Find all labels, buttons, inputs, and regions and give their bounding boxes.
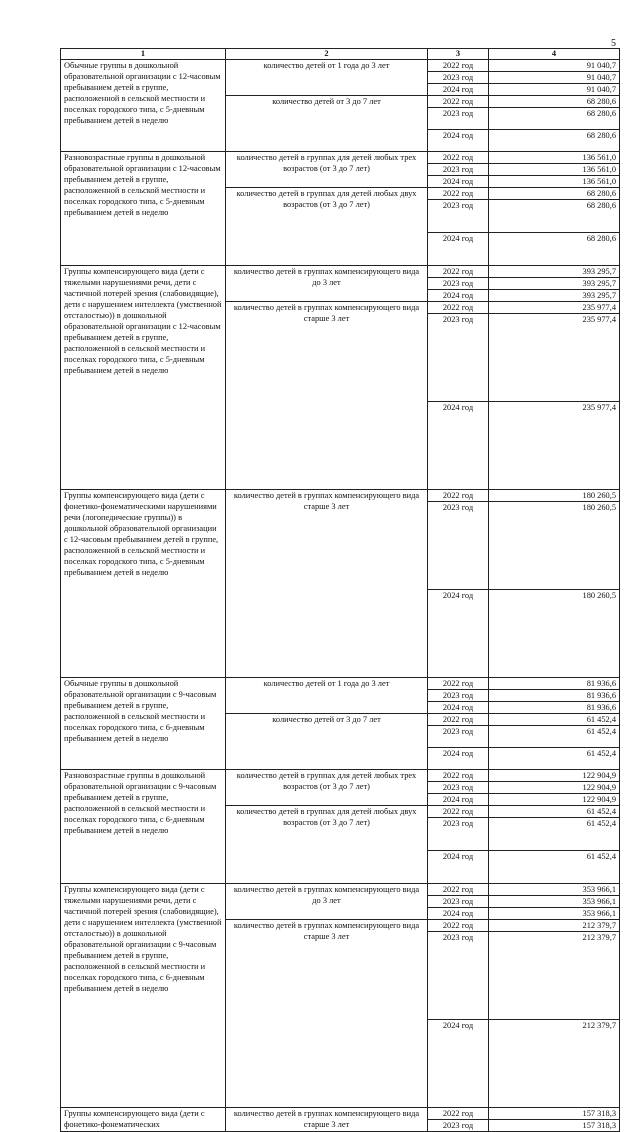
amount-cell: 61 452,4: [489, 806, 620, 818]
year-cell: 2024 год: [428, 590, 489, 678]
year-cell: 2022 год: [428, 188, 489, 200]
amount-cell: 136 561,0: [489, 152, 620, 164]
amount-cell: 212 379,7: [489, 920, 620, 932]
table-row: [61, 60, 620, 72]
year-cell: 2023 год: [428, 932, 489, 1020]
amount-cell: 68 280,6: [489, 96, 620, 108]
indicator-label: количество детей в группах для детей любых трех возрастов (от 3 до 7 лет): [226, 152, 428, 188]
amount-cell: 180 260,5: [489, 490, 620, 502]
amount-cell: 61 452,4: [489, 726, 620, 748]
year-cell: 2024 год: [428, 84, 489, 96]
year-cell: 2023 год: [428, 108, 489, 130]
indicator-label: количество детей в группах компенсирующего вида старше 3 лет: [226, 490, 428, 678]
year-cell: 2022 год: [428, 806, 489, 818]
amount-cell: 61 452,4: [489, 851, 620, 884]
year-cell: 2023 год: [428, 818, 489, 851]
year-cell: 2024 год: [428, 702, 489, 714]
year-cell: 2023 год: [428, 314, 489, 402]
indicator-label: количество детей от 1 года до 3 лет: [226, 678, 428, 714]
year-cell: 2024 год: [428, 851, 489, 884]
indicator-label: количество детей в группах компенсирующего вида старше 3 лет: [226, 1108, 428, 1132]
year-cell: 2023 год: [428, 278, 489, 290]
year-cell: 2024 год: [428, 130, 489, 152]
amount-cell: 68 280,6: [489, 108, 620, 130]
amount-cell: 157 318,3: [489, 1108, 620, 1120]
group-description: Обычные группы в дошкольной образовательной организации с 12-часовым пребыванием детей в группе, расположенной в сельской местности и поселках городского типа, с 5-дневным пребыванием детей в неделю: [61, 60, 226, 152]
amount-cell: 136 561,0: [489, 176, 620, 188]
year-cell: 2023 год: [428, 690, 489, 702]
amount-cell: 68 280,6: [489, 233, 620, 266]
year-cell: 2023 год: [428, 782, 489, 794]
amount-cell: 235 977,4: [489, 402, 620, 490]
year-cell: 2022 год: [428, 714, 489, 726]
indicator-label: количество детей от 3 до 7 лет: [226, 96, 428, 152]
amount-cell: 353 966,1: [489, 884, 620, 896]
year-cell: 2024 год: [428, 233, 489, 266]
indicator-label: количество детей в группах компенсирующего вида до 3 лет: [226, 266, 428, 302]
amount-cell: 393 295,7: [489, 278, 620, 290]
amount-cell: 212 379,7: [489, 1020, 620, 1108]
amount-cell: 81 936,6: [489, 702, 620, 714]
amount-cell: 68 280,6: [489, 130, 620, 152]
indicator-label: количество детей в группах компенсирующего вида до 3 лет: [226, 884, 428, 920]
indicator-label: количество детей в группах для детей любых двух возрастов (от 3 до 7 лет): [226, 806, 428, 884]
amount-cell: 61 452,4: [489, 714, 620, 726]
year-cell: 2024 год: [428, 176, 489, 188]
amount-cell: 122 904,9: [489, 794, 620, 806]
year-cell: 2022 год: [428, 770, 489, 782]
page-number: 5: [611, 38, 616, 49]
year-cell: 2023 год: [428, 726, 489, 748]
header-col-2: 2: [226, 49, 428, 60]
amount-cell: 61 452,4: [489, 748, 620, 770]
amount-cell: 353 966,1: [489, 896, 620, 908]
table-row: [61, 884, 620, 896]
header-col-3: 3: [428, 49, 489, 60]
amount-cell: 81 936,6: [489, 690, 620, 702]
year-cell: 2022 год: [428, 678, 489, 690]
year-cell: 2022 год: [428, 152, 489, 164]
table-row: [61, 266, 620, 278]
group-description: Разновозрастные группы в дошкольной образовательной организации с 9-часовым пребыванием детей в группе, расположенной в сельской местности и поселках городского типа, с 6-дневным пребыванием детей в неделю: [61, 770, 226, 884]
amount-cell: 180 260,5: [489, 502, 620, 590]
amount-cell: 157 318,3: [489, 1120, 620, 1132]
amount-cell: 180 260,5: [489, 590, 620, 678]
table-row: [61, 490, 620, 502]
group-description: Группы компенсирующего вида (дети с фонетико-фонематическими нарушениями речи (логопедические группы)) в дошкольной образовательной организации с 12-часовым пребыванием детей в группе, расположенной в сельской местности и поселках городского типа, с 5-дневным пребыванием детей в неделю: [61, 490, 226, 678]
year-cell: 2022 год: [428, 920, 489, 932]
amount-cell: 122 904,9: [489, 782, 620, 794]
year-cell: 2022 год: [428, 60, 489, 72]
amount-cell: 393 295,7: [489, 266, 620, 278]
indicator-label: количество детей от 3 до 7 лет: [226, 714, 428, 770]
year-cell: 2022 год: [428, 96, 489, 108]
year-cell: 2023 год: [428, 502, 489, 590]
year-cell: 2024 год: [428, 290, 489, 302]
table-row: [61, 770, 620, 782]
amount-cell: 91 040,7: [489, 60, 620, 72]
year-cell: 2023 год: [428, 1120, 489, 1132]
amount-cell: 212 379,7: [489, 932, 620, 1020]
group-description: Разновозрастные группы в дошкольной образовательной организации с 12-часовым пребыванием детей в группе, расположенной в сельской местности и поселках городского типа, с 5-дневным пребыванием детей в неделю: [61, 152, 226, 266]
indicator-label: количество детей от 1 года до 3 лет: [226, 60, 428, 96]
group-description: Группы компенсирующего вида (дети с тяжелыми нарушениями речи, дети с частичной потерей зрения (слабовидящие), дети с нарушением интеллекта (умственной отсталостью)) в дошкольной образовательной организации с 12-часовым пребыванием детей в группе, расположенной в сельской местности и поселках городского типа, с 5-дневным пребыванием детей в неделю: [61, 266, 226, 490]
year-cell: 2022 год: [428, 302, 489, 314]
indicator-label: количество детей в группах для детей любых двух возрастов (от 3 до 7 лет): [226, 188, 428, 266]
amount-cell: 353 966,1: [489, 908, 620, 920]
group-description: Группы компенсирующего вида (дети с тяжелыми нарушениями речи, дети с частичной потерей зрения (слабовидящие), дети с нарушением интеллекта (умственной отсталостью)) в дошкольной образовательной организации с 9-часовым пребыванием детей в группе, расположенной в сельской местности и поселках городского типа, с 6-дневным пребыванием детей в неделю: [61, 884, 226, 1108]
header-col-1: 1: [61, 49, 226, 60]
amount-cell: 393 295,7: [489, 290, 620, 302]
header-row: [61, 49, 620, 60]
amount-cell: 68 280,6: [489, 188, 620, 200]
amount-cell: 81 936,6: [489, 678, 620, 690]
year-cell: 2023 год: [428, 72, 489, 84]
indicator-label: количество детей в группах для детей любых трех возрастов (от 3 до 7 лет): [226, 770, 428, 806]
year-cell: 2022 год: [428, 884, 489, 896]
year-cell: 2023 год: [428, 164, 489, 176]
year-cell: 2024 год: [428, 1020, 489, 1108]
header-col-4: 4: [489, 49, 620, 60]
amount-cell: 136 561,0: [489, 164, 620, 176]
year-cell: 2024 год: [428, 908, 489, 920]
year-cell: 2023 год: [428, 200, 489, 233]
indicator-label: количество детей в группах компенсирующего вида старше 3 лет: [226, 302, 428, 490]
amount-cell: 91 040,7: [489, 72, 620, 84]
year-cell: 2022 год: [428, 266, 489, 278]
group-description: Группы компенсирующего вида (дети с фонетико-фонематических: [61, 1108, 226, 1132]
table-row: [61, 1108, 620, 1120]
amount-cell: 61 452,4: [489, 818, 620, 851]
amount-cell: 235 977,4: [489, 302, 620, 314]
amount-cell: 122 904,9: [489, 770, 620, 782]
tariff-table: [60, 48, 620, 1132]
year-cell: 2023 год: [428, 896, 489, 908]
amount-cell: 68 280,6: [489, 200, 620, 233]
year-cell: 2022 год: [428, 1108, 489, 1120]
year-cell: 2022 год: [428, 490, 489, 502]
table-row: [61, 678, 620, 690]
year-cell: 2024 год: [428, 402, 489, 490]
group-description: Обычные группы в дошкольной образовательной организации с 9-часовым пребыванием детей в группе, расположенной в сельской местности и поселках городского типа, с 6-дневным пребыванием детей в неделю: [61, 678, 226, 770]
amount-cell: 91 040,7: [489, 84, 620, 96]
year-cell: 2024 год: [428, 748, 489, 770]
amount-cell: 235 977,4: [489, 314, 620, 402]
year-cell: 2024 год: [428, 794, 489, 806]
indicator-label: количество детей в группах компенсирующего вида старше 3 лет: [226, 920, 428, 1108]
table-row: [61, 152, 620, 164]
